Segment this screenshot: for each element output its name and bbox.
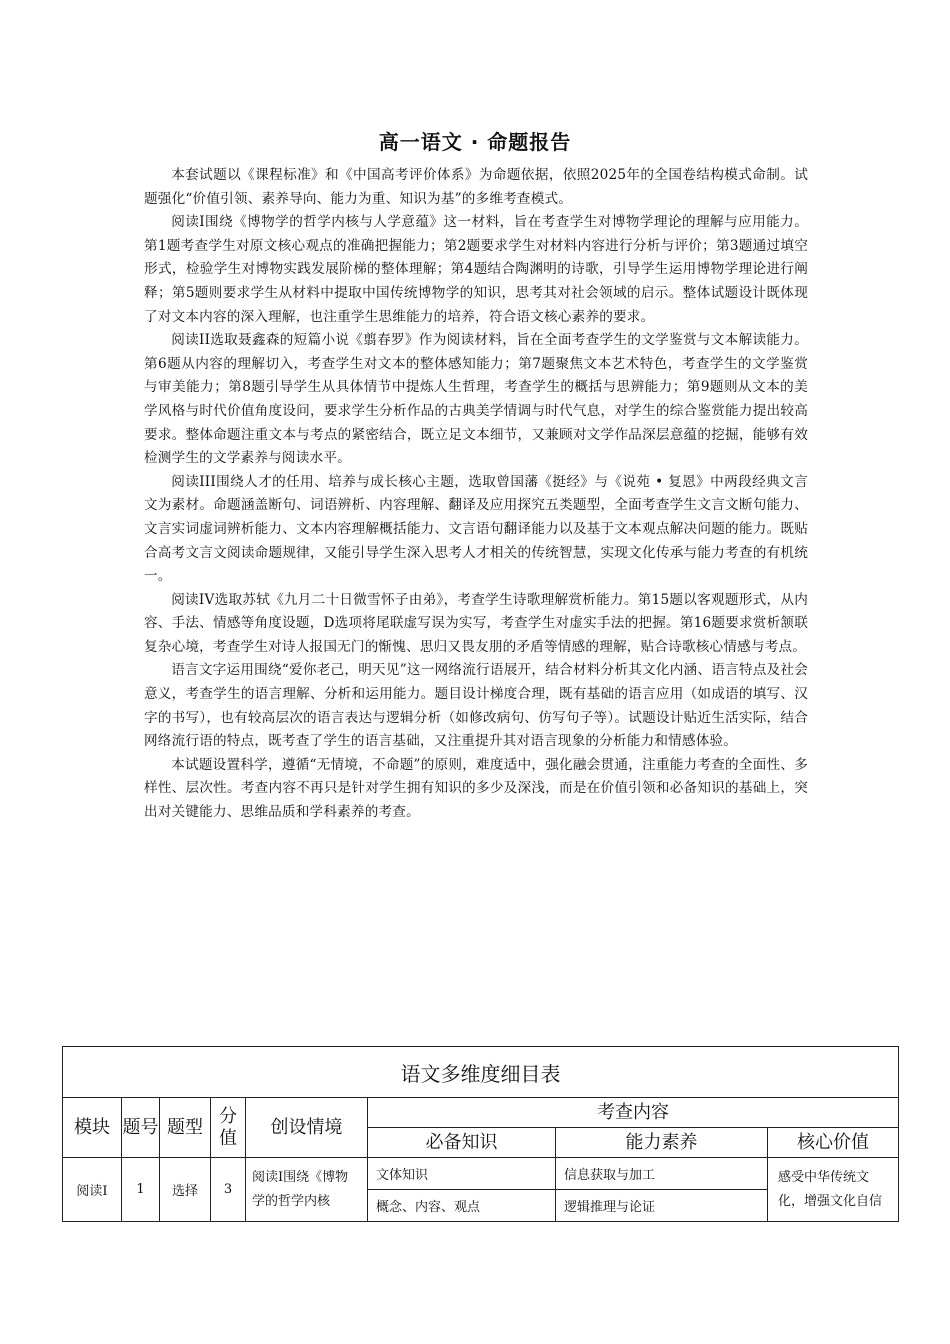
detail-table [62,1046,899,1222]
header-type: 题型 [160,1098,211,1158]
paragraph-summary: 本试题设置科学，遵循“无情境，不命题”的原则，难度适中，强化融会贯通，注重能力考查的全面性、多样性、层次性。考查内容不再只是针对学生拥有知识的多少及深浅，而是在价值引领和必备知识的基础上，突出对关键能力、思维品质和学科素养的考查。 [144,756,808,821]
paragraph-reading-2: 阅读II选取聂鑫森的短篇小说《翦春罗》作为阅读材料，旨在全面考查学生的文学鉴赏与文本解读能力。第6题从内容的理解切入，考查学生对文本的整体感知能力；第7题聚焦文本艺术特色，考查学生的文学鉴赏与审美能力；第8题引导学生从具体情节中提炼人生哲理，考查学生的概括与思辨能力；第9题则从文本的美学风格与时代价值角度设问，要求学生分析作品的古典美学情调与时代气息，对学生的综合鉴赏能力提出较高要求。整体命题注重文本与考点的紧密结合，既立足文本细节，又兼顾对文学作品深层意蕴的挖掘，能够有效检测学生的文学素养与阅读水平。 [144,332,808,467]
cell-knowledge: 文体知识 [368,1158,556,1190]
header-core-value: 核心价值 [768,1128,899,1158]
header-score: 分值 [211,1098,246,1158]
cell-number: 1 [122,1158,160,1222]
table-caption: 语文多维度细目表 [63,1047,899,1098]
cell-context: 阅读Ⅰ围绕《博物学的哲学内核 [246,1158,368,1222]
paragraph-language-use: 语言文字运用围绕“爱你老己，明天见”这一网络流行语展开，结合材料分析其文化内涵、语言特点及社会意义，考查学生的语言理解、分析和运用能力。题目设计梯度合理，既有基础的语言应用（如成语的填写、汉字的书写），也有较高层次的语言表达与逻辑分析（如修改病句、仿写句子等）。试题设计贴近生活实际，结合网络流行语的特点，既考查了学生的语言基础，又注重提升其对语言现象的分析能力和情感体验。 [144,662,808,750]
header-module: 模块 [63,1098,122,1158]
header-content: 考查内容 [368,1098,899,1128]
header-context: 创设情境 [246,1098,368,1158]
paragraph-intro: 本套试题以《课程标准》和《中国高考评价体系》为命题依据，依照2025年的全国卷结构模式命制。试题强化“价值引领、素养导向、能力为重、知识为基”的多维考查模式。 [144,167,808,207]
cell-knowledge: 概念、内容、观点 [368,1190,556,1222]
header-number: 题号 [122,1098,160,1158]
cell-module: 阅读Ⅰ [63,1158,122,1222]
cell-score: 3 [211,1158,246,1222]
paragraph-reading-3: 阅读III围绕人才的任用、培养与成长核心主题，选取曾国藩《挺经》与《说苑 • 复恩》中两段经典文言文为素材。命题涵盖断句、词语辨析、内容理解、翻译及应用探究五类题型，全面考查学生文言文断句能力、文言实词虚词辨析能力、文本内容理解概括能力、文言语句翻译能力以及基于文本观点解决问题的能力。既贴合高考文言文阅读命题规律，又能引导学生深入思考人才相关的传统智慧，实现文化传承与能力考查的有机统一。 [144,473,808,585]
cell-core-value: 感受中华传统文化，增强文化自信 [768,1158,899,1222]
cell-ability: 信息获取与加工 [556,1158,768,1190]
table-row [63,1158,899,1190]
paragraph-reading-4: 阅读IV选取苏轼《九月二十日微雪怀子由弟》，考查学生诗歌理解赏析能力。第15题以客观题形式，从内容、手法、情感等角度设题，D选项将尾联虚写误为实写，考查学生对虚实手法的把握。第16题要求赏析颔联复杂心境，考查学生对诗人报国无门的惭愧、思归又畏友朋的矛盾等情感的理解，贴合诗歌核心情感与考点。 [144,591,808,655]
cell-type: 选择 [160,1158,211,1222]
header-ability: 能力素养 [556,1128,768,1158]
paragraph-reading-1: 阅读Ⅰ围绕《博物学的哲学内核与人学意蕴》这一材料，旨在考查学生对博物学理论的理解与应用能力。第1题考查学生对原文核心观点的准确把握能力；第2题要求学生对材料内容进行分析与评价；第3题通过填空形式，检验学生对博物实践发展阶梯的整体理解；第4题结合陶渊明的诗歌，引导学生运用博物学理论进行阐释；第5题则要求学生从材料中提取中国传统博物学的知识，思考其对社会领域的启示。整体试题设计既体现了对文本内容的深入理解，也注重学生思维能力的培养，符合语文核心素养的要求。 [144,214,808,325]
header-knowledge: 必备知识 [368,1128,556,1158]
cell-ability: 逻辑推理与论证 [556,1190,768,1222]
report-body [144,164,808,825]
page-title: 高一语文 · 命题报告 [378,130,572,154]
